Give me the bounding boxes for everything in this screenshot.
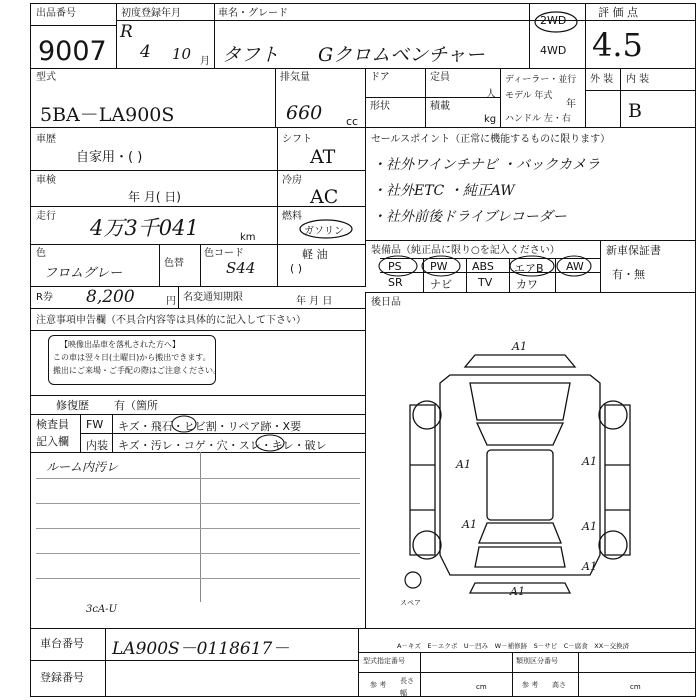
damage-legend: A－キズ E－エクボ U－凹み W－補修跡 S－サビ C－腐食 XX－交換済 bbox=[397, 642, 630, 650]
fuel-other: ( ) bbox=[290, 262, 303, 275]
color-change-label: 色替 bbox=[164, 258, 184, 269]
chassis-number: LA900S－0118617－ bbox=[112, 639, 290, 659]
ref-label-2: 参 考 bbox=[522, 681, 539, 689]
repair-history-value: 有（箇所 bbox=[114, 399, 158, 412]
car-damage-diagram bbox=[395, 345, 645, 600]
interior-label: 内 装 bbox=[626, 74, 650, 85]
equip-tv: TV bbox=[478, 276, 493, 289]
load-unit: kg bbox=[484, 114, 497, 125]
recycle-ticket-label: R券 bbox=[36, 292, 53, 303]
history-value: 自家用・( ) bbox=[76, 150, 143, 165]
equipment-circles bbox=[378, 255, 600, 277]
model-designation-label: 型式指定番号 bbox=[363, 657, 405, 665]
spare-label: スペア bbox=[400, 599, 421, 607]
selling-point-3: ・社外前後ドライブレコーダー bbox=[372, 209, 567, 225]
drive-4wd: 4WD bbox=[540, 44, 567, 57]
load-label: 積載 bbox=[430, 101, 450, 112]
ac-value: AC bbox=[310, 186, 339, 208]
overall-score: 4.5 bbox=[592, 26, 643, 64]
year-unit: 年 bbox=[566, 99, 576, 110]
postfix-items-label: 後日品 bbox=[371, 297, 401, 308]
ticket-unit: 円 bbox=[166, 296, 176, 307]
video-notice-line-2: この車は翌々日(土曜日)から搬出できます。 bbox=[53, 353, 211, 362]
capacity-unit: 人 bbox=[486, 89, 496, 100]
fuel-diesel: 軽 油 bbox=[302, 248, 328, 261]
height-unit: cm bbox=[630, 683, 641, 691]
equip-navi: ナビ bbox=[430, 278, 452, 291]
inspector-note: ルーム内汚レ bbox=[46, 460, 119, 474]
handle-label: ハンドル 左・右 bbox=[505, 114, 571, 124]
warranty-label: 新車保証書 bbox=[606, 244, 661, 257]
selling-points-label: セールスポイント（正常に機能するものに限ります） bbox=[371, 134, 611, 145]
equipment-label: 装備品（純正品に限り○を記入ください） bbox=[371, 245, 560, 256]
name-change-deadline-label: 名変通知期限 bbox=[183, 292, 243, 303]
door-label: ドア bbox=[370, 72, 390, 83]
recycle-ticket-value: 8,200 bbox=[86, 287, 135, 307]
inspection-label: 車検 bbox=[36, 175, 56, 186]
color-label: 色 bbox=[36, 248, 46, 259]
damage-mark-right-front: A1 bbox=[582, 455, 597, 468]
repair-history-label: 修復歴 bbox=[56, 399, 89, 412]
mileage-unit: km bbox=[240, 232, 256, 243]
fw-options: キズ・飛石・ヒビ割・リペア跡・X要 bbox=[118, 420, 302, 433]
exterior-label: 外 装 bbox=[590, 74, 614, 85]
lot-number-label: 出品番号 bbox=[36, 8, 76, 19]
length-label: 長さ bbox=[400, 677, 414, 685]
equip-abs: ABS bbox=[472, 260, 494, 273]
color-code-label: 色コード bbox=[204, 248, 244, 259]
damage-mark-left-rear: A1 bbox=[462, 518, 477, 531]
width-label: 幅 bbox=[400, 689, 407, 697]
damage-mark-rear: A1 bbox=[510, 585, 525, 598]
damage-mark-right-rear: A1 bbox=[582, 520, 597, 533]
drive-2wd: 2WD bbox=[540, 14, 567, 27]
length-unit: cm bbox=[476, 683, 487, 691]
selling-point-2: ・社外ETC ・純正AW bbox=[372, 183, 515, 199]
interior-options: キズ・汚レ・コゲ・穴・スレ・キレ・破レ bbox=[118, 439, 327, 452]
score-label: 評 価 点 bbox=[598, 6, 638, 19]
car-grade: Gクロムベンチャー bbox=[318, 44, 485, 66]
chassis-number-label: 車台番号 bbox=[40, 637, 84, 650]
equip-pw: PW bbox=[430, 260, 448, 273]
car-name-label: 車名・グレード bbox=[218, 8, 288, 19]
selling-point-1: ・社外ワインチナビ ・バックカメラ bbox=[372, 157, 601, 173]
damage-mark-left: A1 bbox=[456, 458, 471, 471]
first-registration-label: 初度登録年月 bbox=[121, 8, 181, 19]
lot-number: 9007 bbox=[38, 36, 107, 67]
registration-month: 10 bbox=[172, 45, 192, 63]
displacement-unit: cc bbox=[346, 115, 359, 128]
inspector-bottom-note: 3cA-U bbox=[86, 604, 117, 615]
notes-label: 注意事項申告欄（不具合内容等は具体的に記入して下さい） bbox=[36, 315, 306, 326]
damage-mark-right-lower: A1 bbox=[582, 560, 597, 573]
capacity-label: 定員 bbox=[430, 72, 450, 83]
car-name: タフト bbox=[222, 44, 280, 66]
ac-label: 冷房 bbox=[282, 175, 302, 186]
displacement-value: 660 bbox=[286, 102, 323, 124]
inspector-circles bbox=[160, 415, 310, 453]
model-label: 型式 bbox=[36, 72, 56, 83]
equip-aw: AW bbox=[566, 260, 584, 273]
interior-score: B bbox=[628, 100, 642, 122]
history-label: 車歴 bbox=[36, 134, 56, 145]
inspector-label-1: 検査員 bbox=[36, 418, 69, 431]
model-year-label: モデル 年式 bbox=[505, 91, 553, 101]
shift-value: AT bbox=[310, 146, 336, 168]
type-class-label: 類別区分番号 bbox=[516, 657, 558, 665]
color-value: フロムグレー bbox=[44, 266, 123, 281]
registration-era: R bbox=[120, 22, 133, 42]
equip-airbag: エアB bbox=[514, 262, 544, 275]
equip-leather: カワ bbox=[516, 278, 538, 291]
shape-label: 形状 bbox=[370, 101, 390, 112]
equip-sr: SR bbox=[388, 276, 403, 289]
model-code: 5BA－LA900S bbox=[40, 104, 175, 126]
warranty-options: 有・無 bbox=[612, 268, 645, 281]
mileage-value: 4万3千041 bbox=[90, 216, 199, 240]
fw-label: FW bbox=[86, 418, 104, 431]
interior-cat-label: 内装 bbox=[86, 439, 108, 452]
fuel-label: 燃料 bbox=[282, 211, 302, 222]
equip-ps: PS bbox=[388, 260, 402, 273]
displacement-label: 排気量 bbox=[280, 72, 310, 83]
month-unit: 月 bbox=[200, 56, 210, 67]
height-label: 高さ bbox=[552, 681, 566, 689]
video-notice-line-3: 搬出にご来場・ご手配の際はご注意ください。 bbox=[53, 366, 221, 375]
shift-label: シフト bbox=[282, 134, 312, 145]
registration-number-label: 登録番号 bbox=[40, 671, 84, 684]
inspector-label-2: 記入欄 bbox=[36, 435, 69, 448]
name-change-deadline-value: 年 月 日 bbox=[296, 296, 333, 307]
dealer-label: ディーラー・並行 bbox=[505, 75, 577, 85]
inspection-value: 年 月( 日) bbox=[128, 190, 181, 204]
video-notice-line-1: 【映像出品車を落札された方へ】 bbox=[60, 340, 180, 349]
registration-year: 4 bbox=[140, 42, 151, 62]
mileage-label: 走行 bbox=[36, 211, 56, 222]
color-code: S44 bbox=[226, 259, 256, 277]
damage-mark-front: A1 bbox=[512, 340, 527, 353]
fuel-gasoline: ガソリン bbox=[304, 226, 344, 237]
ref-label-1: 参 考 bbox=[370, 681, 387, 689]
